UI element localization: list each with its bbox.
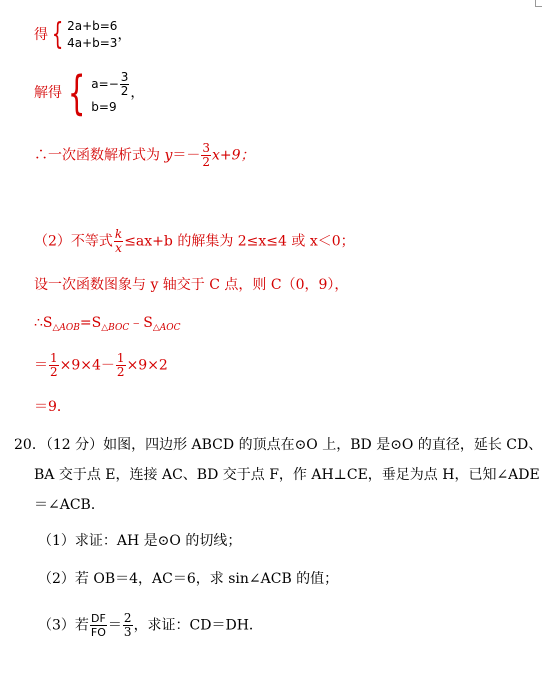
solution-a: a=− $\frac{3}{2}$ [91,69,129,98]
question-3: （3）若 $\frac{DF}{FO}$ ＝ $\frac{2}{3}$ ，求证：CD＝DH． [38,611,263,639]
equation-1: 2a+b=6 [67,19,118,33]
left-brace: { [51,17,64,52]
problem-20-line-1: 20．（12 分）如图，四边形 ABCD 的顶点在⊙O 上，BD 是⊙O 的直径，延长 CD、 [14,437,542,453]
part-two-inequality: （2）不等式 $\frac{k}{x}$ ≤ax+b 的解集为 2≤x≤4 或 x＜0； [34,227,355,255]
function-expression-line: ∴一次函数解析式为 y＝－ $\frac{3}{2}$ x+9； [34,141,255,169]
system-one-comma: ， [117,27,132,43]
system-one-label: 得 [34,27,48,43]
system-one [34,18,131,52]
system-two [34,66,145,120]
problem-20-line-3: ＝∠ACB． [34,497,105,513]
left-brace-2: { [67,66,86,120]
final-result: ＝9． [34,399,71,415]
system-two-label: 解得 [34,85,62,101]
equation-2: 4a+b=3 [67,36,118,50]
question-2: （2）若 OB＝4，AC＝6，求 sin∠ACB 的值； [38,571,339,587]
system-one-equations [67,18,117,52]
calculation-line: ＝ $\frac{1}{2}$ ×9×4－ $\frac{1}{2}$ ×9×2 [34,351,168,379]
system-two-comma: ， [130,85,145,101]
system-two-solutions [91,71,130,116]
question-1: （1）求证：AH 是⊙O 的切线； [38,533,242,549]
point-c-line: 设一次函数图象与 y 轴交于 C 点，则 C（0，9）， [34,277,349,293]
solution-b: b=9 [91,99,117,114]
page-corner-mark [535,0,542,7]
problem-20-line-2: BA 交于点 E，连接 AC、BD 交于点 F，作 AH⊥CE，垂足为点 H，已知∠ADE [34,467,540,483]
area-line: $\therefore S_{\triangle AOB}=S_{\triangle BOC}﹣S_{\triangle AOC}$ [34,315,181,333]
